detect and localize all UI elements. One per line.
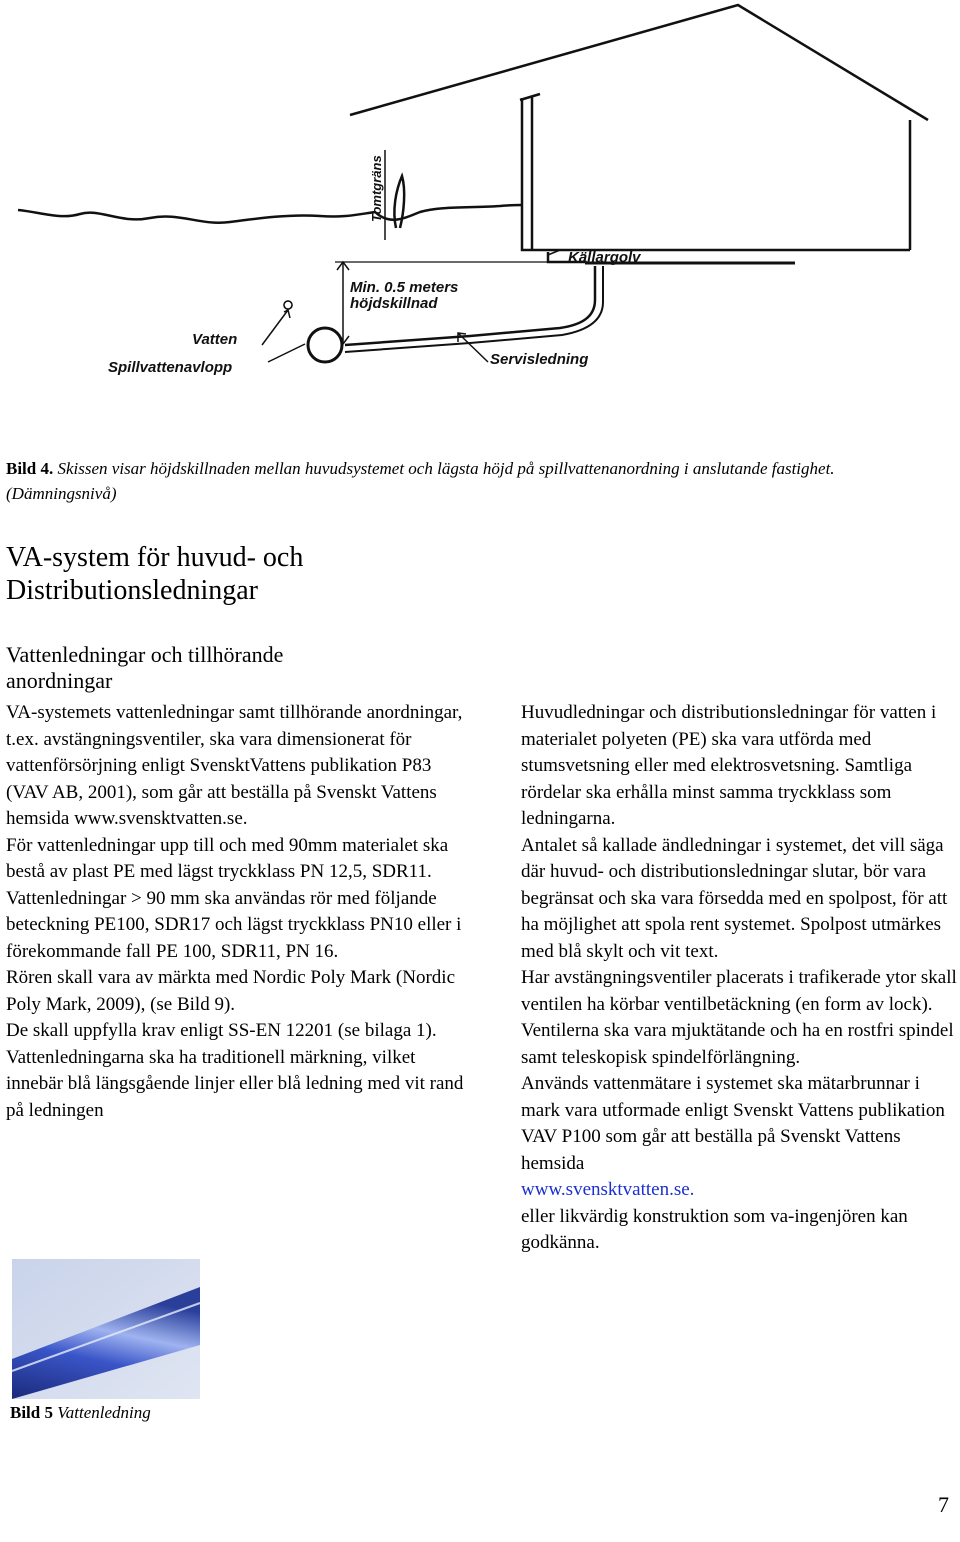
label-min-height-1: Min. 0.5 meters bbox=[350, 279, 459, 296]
right-column bbox=[521, 700, 960, 1257]
right-paragraph-1: Huvudledningar och distributionsledningar för vatten i materialet polyeten (PE) ska vara utförda med stumsvetsning eller med elektrosvetsning. Samtliga rördelar ska erhålla minst samma tryckklass som ledningarna. bbox=[521, 702, 937, 829]
section-heading-line-2: Distributionsledningar bbox=[6, 575, 258, 606]
figure-4-caption-text: Skissen visar höjdskillnaden mellan huvudsystemet och lägsta höjd på spillvattenanordning i anslutande fastighet. (Dämningsnivå) bbox=[6, 459, 835, 503]
ground-line bbox=[18, 205, 522, 223]
figure-5-caption-text: Vattenledning bbox=[53, 1403, 151, 1422]
figure-5-pipe-photo bbox=[12, 1259, 200, 1399]
figure-4-caption-label: Bild 4. bbox=[6, 459, 54, 478]
right-paragraph-4: Används vattenmätare i systemet ska mätarbrunnar i mark vara utformade enligt Svenskt Vattens publikation VAV P100 som går att beställa på Svenskt Vattens hemsida bbox=[521, 1073, 945, 1174]
sewer-main-pipe bbox=[308, 328, 342, 362]
section-heading bbox=[6, 541, 476, 607]
house-wall-left bbox=[522, 98, 910, 250]
page-number: 7 bbox=[938, 1492, 949, 1517]
left-paragraph-5: De skall uppfylla krav enligt SS-EN 12201 (se bilaga 1). bbox=[6, 1020, 437, 1041]
subsection-heading-line-2: anordningar bbox=[6, 668, 113, 693]
label-kallargolv: Källargolv bbox=[568, 249, 641, 266]
right-paragraph-3: Har avstängningsventiler placerats i trafikerade ytor skall ventilen ha körbar ventilbetäckning (en form av lock). Ventilerna ska vara mjuktätande och ha en rostfri spindel samt teleskopisk spindelförlängning. bbox=[521, 967, 957, 1068]
subsection-heading bbox=[6, 642, 476, 694]
figure-4-sketch bbox=[0, 0, 960, 420]
section-heading-line-1: VA-system för huvud- och bbox=[6, 542, 304, 573]
label-tomtgrans: Tomtgräns bbox=[369, 155, 384, 222]
subsection-heading-line-1: Vattenledningar och tillhörande bbox=[6, 642, 284, 667]
figure-5-caption bbox=[10, 1403, 151, 1423]
left-paragraph-2: För vattenledningar upp till och med 90mm materialet ska bestå av plast PE med lägst tryckklass PN 12,5, SDR11. bbox=[6, 834, 449, 882]
figure-5-caption-label: Bild 5 bbox=[10, 1403, 53, 1422]
label-min-height-2: höjdskillnad bbox=[350, 295, 438, 312]
water-main-pipe bbox=[284, 301, 292, 309]
left-paragraph-4: Rören skall vara av märkta med Nordic Poly Mark (Nordic Poly Mark, 2009), (se Bild 9). bbox=[6, 967, 456, 1015]
label-servisledning: Servisledning bbox=[490, 351, 589, 368]
right-paragraph-2: Antalet så kallade ändledningar i systemet, det vill säga där huvud- och distributionsledningar slutar, bör vara begränsat och ska vara försedda med en spolpost, för att ha möjlighet att spola rent systemet. Spolpost utmärkes med blå skylt och vit text. bbox=[521, 834, 948, 962]
left-column bbox=[6, 700, 476, 1124]
left-paragraph-3: Vattenledningar > 90 mm ska användas rör med följande beteckning PE100, SDR17 och lägst tryckklass PN10 eller i förekommande fall PE 100, SDR11, PN 16. bbox=[6, 887, 462, 962]
svensktvatten-link[interactable]: www.svensktvatten.se. bbox=[521, 1179, 695, 1200]
right-paragraph-5: eller likvärdig konstruktion som va-ingenjören kan godkänna. bbox=[521, 1205, 908, 1253]
left-paragraph-6: Vattenledningarna ska ha traditionell märkning, vilket innebär blå längsgående linjer eller blå ledning med vit rand på ledningen bbox=[6, 1046, 464, 1121]
label-spillvatten: Spillvattenavlopp bbox=[108, 359, 233, 376]
figure-4-caption bbox=[6, 456, 906, 506]
left-paragraph-1: VA-systemets vattenledningar samt tillhörande anordningar, t.ex. avstängningsventiler, ska vara dimensionerat för vattenförsörjning enligt SvensktVattens publikation P83 (VAV AB, 2001), som går att beställa på Svenskt Vattens hemsida www.svensktvatten.se. bbox=[6, 702, 463, 829]
label-vatten: Vatten bbox=[192, 331, 238, 348]
house-roof bbox=[350, 5, 928, 120]
